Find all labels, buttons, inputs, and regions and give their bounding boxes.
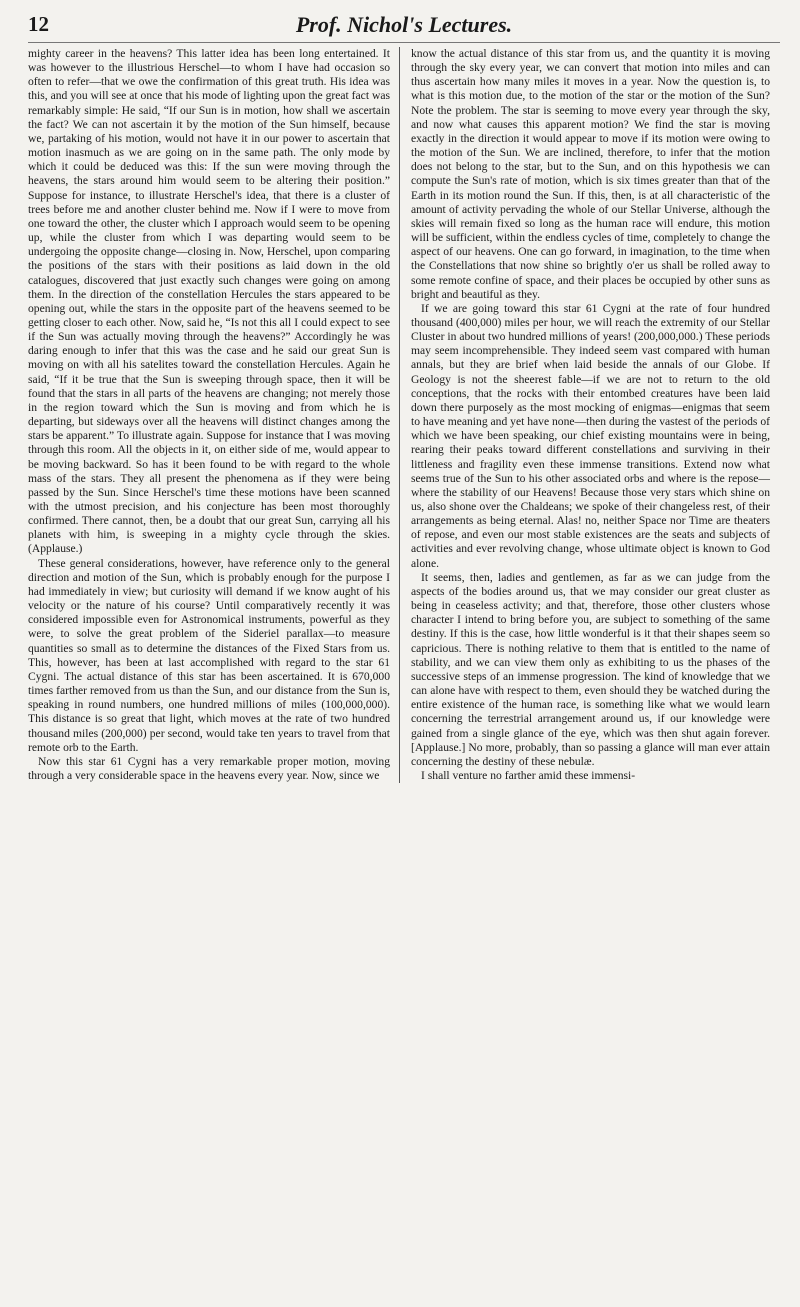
paragraph: I shall venture no farther amid these immensi-: [421, 768, 636, 782]
paragraph: know the actual distance of this star from us, and the quantity it is moving through the sky every year, we can convert that motion into miles and can thus ascertain how many miles it moves in a year. Now the question is, to what is this motion due, to the motion of the star or the motion of the Sun? Note the problem. The star is seeming to move every year through the sky, and now what causes this apparent motion? We find the star is moving exactly in the direction it would appear to move if its motion were owing to the motion of the Sun. We are inclined, therefore, to infer that the motion does not belong to the star, but to the Sun, and on this hypothesis we can compute the Sun's rate of motion, which is six times greater than that of the Earth in its motion round the Sun. If this, then, is at all characteristic of the amount of activity pervading the whole of our Stellar Universe, although the skies will remain fixed so long as the human race will endure, this motion will be sufficient, within the endless cycles of time, completely to change the aspect of our heavens. One can go forward, in imagination, to the time when the Constellations that now shine so brightly o'er us shall be rolled away to some remote confine of space, and their places be occupied by other suns as bright and beautiful as they.: [411, 47, 770, 301]
running-head: Prof. Nichol's Lectures.: [295, 12, 513, 37]
paragraph: These general considerations, however, have reference only to the general direction and motion of the Sun, which is probably enough for the purpose I had immediately in view; but curiosity will demand if we know aught of his velocity or the nature of his course? Until comparatively recently it was considered impossible even for Astronomical instruments, powerful as they were, to solve the great problem of the Sideriel parallax—to measure quantities so small as to determine the distances of the Fixed Stars from us. This, however, has been at last accomplished with regard to the star 61 Cygni. The actual distance of this star has been ascertained. It is 670,000 times farther removed from us than the Sun, and our distance from the Sun is, speaking in round numbers, one hundred millions of miles (100,000,000). This distance is so great that light, which moves at the rate of two hundred thousand miles (200,000) per second, would take ten years to travel from that remote orb to the Earth.: [28, 556, 390, 754]
paragraph: mighty career in the heavens? This latter idea has been long entertained. It was however to the illustrious Herschel—to whom I have had occasion so often to refer—that we owe the confirmation of this great truth. His idea was this, and you will see at once that his mode of lighting upon the great fact was remarkably simple: He said, “If our Sun is in motion, how shall we ascertain the fact? We can not ascertain it by the motion of the Sun himself, because we, partaking of his motion, would not have it in our power to ascertain that motion inasmuch as we are going on in the same path. The only mode by which it could be deduced was this: If the sun were moving through the heavens, the stars around him would seem to be altering their position.” Suppose for instance, to illustrate Herschel's idea, that there is a cluster of trees before me and another cluster behind me. Now if I were to move from one toward the other, the cluster which I approach would seem to be opening up, while the cluster from which I was departing would seem to be undergoing the opposite change—closing in. Now, Herschel, upon comparing the positions of the stars with their positions as laid down in the old catalogues, discovered that just exactly such changes were going on among them. In the direction of the constellation Hercules the stars appeared to be opening out, while the stars in the opposite part of the heavens seemed to be getting closer to each other. Now, said he, “Is not this all I could expect to see if the Sun was actually moving through the heavens?” Accordingly he was daring enough to infer that this was the case and he said our great Sun is moving on with all his satelites toward the constellation Hercules. Again he said, “If it be true that the Sun is sweeping through space, then it will be found that the stars in all parts of the heavens are changing; not merely those in the region toward which the Sun is moving and from which he is departing, but sideways over all the heavens will distinct changes among the stars be apparent.” To illustrate again. Suppose for instance that I was moving through this room. All the objects in it, on either side of me, would appear to be moving backward. So has it been found to be with regard to the whole mass of the stars. They all present the phenomena as if they were being passed by the Sun. Since Herschel's time these motions have been scanned with the utmost precision, and his conjecture has been most thoroughly confirmed. There cannot, then, be a doubt that our great Sun, carrying all his planets with him, is sweeping in a mighty cycle through the skies. (Applause.): [28, 47, 390, 556]
paragraph: If we are going toward this star 61 Cygni at the rate of four hundred thousand (400,000) miles per hour, we will reach the extremity of our Stellar Cluster in about two hundred millions of years! (200,000,000.) These periods may seem incomprehensible. They indeed seem vast compared with human annals, but they are brief when laid beside the annals of our Globe. If Geology is not the sheerest fable—if we are not to return to the old conceptions, that the rocks with their entombed creatures have been laid down there purposely as the most mocking of enigmas—enigmas that seem to have meaning and yet have none—then during the vastest of the periods of which we have been speaking, our chief existing mountains were in being, rearing their peaks toward different constellations and surviving in their littleness and fragility even these immense transitions. Extend now what seems true of the Sun to his other associated orbs and where is the repose—where the stability of our Heavens! Because those very stars which shine on us, also shone over the Chaldeans; we spoke of their changeless rest, of their arrangements as being eternal. Alas! no, neither Space nor Time are theaters of repose, and even our most stable existences are the seats and subjects of activities and ever revolving change, whose ultimate object is known to God alone.: [411, 301, 770, 570]
paragraph: It seems, then, ladies and gentlemen, as far as we can judge from the aspects of the bodies around us, that we may consider our great cluster as being in ceaseless activity; and that, therefore, those other clusters whose character I intend to bring before you, are subject to something of the same destiny. If this is the case, how little wonderful is it that their shapes seem so capricious. There is nothing relative to them that is entitled to the name of stability, and we can view them only as exhibiting to us the phases of the successive steps of an immense progression. The kind of knowledge that we can alone have with respect to them, even should they be watched during the entire existence of the human race, is something like what we would learn concerning the terrestrial arrangement around us, if our knowledge were gained from a single glance of the eye, which was then shut again forever. [Applause.] No more, probably, than so passing a glance will man ever attain concerning the destiny of these nebulæ.: [411, 570, 770, 768]
page-number: 12: [28, 12, 49, 36]
paragraph: Now this star 61 Cygni has a very remarkable proper motion, moving through a very considerable space in the heavens every year. Now, since we: [28, 754, 390, 782]
page-header: [28, 12, 780, 43]
text-columns: [28, 47, 780, 783]
left-column: [28, 47, 399, 783]
right-column: [399, 47, 770, 783]
